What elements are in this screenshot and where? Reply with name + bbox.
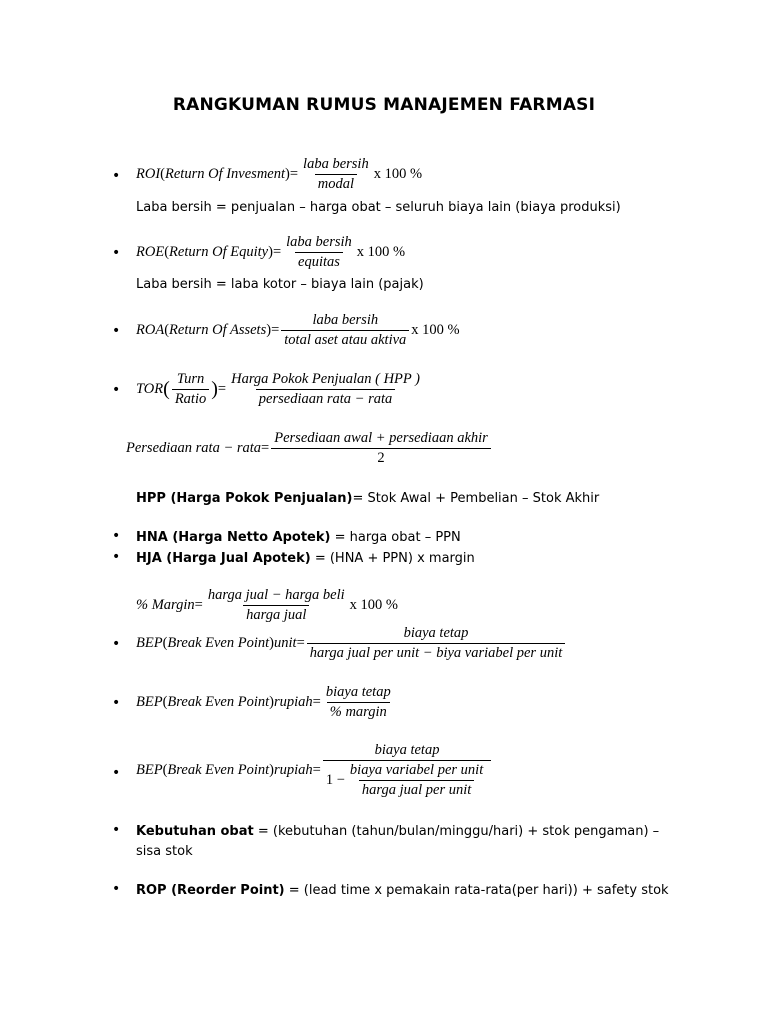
roa-numerator: laba bersih [312,312,379,328]
bullet: • [112,822,121,838]
tor-left-paren: ( [163,378,170,400]
roa-equals: = [271,322,280,338]
bep-unit-numerator: biaya tetap [403,625,469,641]
bep-rp1-left-paren: ( [162,694,168,710]
bullet: • [112,765,121,781]
margin-multiplier: x 100 % [349,597,398,613]
bullet: • [112,636,121,652]
roa-denominator: total aset atau aktiva [281,330,409,349]
rop-line [136,883,669,898]
bep-unit-equals: = [296,635,305,651]
hpp-text: = Stok Awal + Pembelian – Stok Akhir [352,491,600,506]
roe-lhs: ROE [136,244,165,260]
hpp-label: HPP (Harga Pokok Penjualan) [136,491,353,506]
kebutuhan-label: Kebutuhan obat [136,824,254,839]
bullet: • [112,695,121,711]
hna-line [136,530,461,545]
persediaan-denominator: 2 [271,448,491,467]
roi-note: Laba bersih = penjualan – harga obat – seluruh biaya lain (biaya produksi) [136,200,621,215]
bep-rp2-fraction [323,742,491,799]
tor-denominator: persediaan rata − rata [256,389,395,408]
roi-denominator: modal [315,174,357,193]
bep-rp1-lhs: BEP [136,694,163,710]
tor-numerator: Harga Pokok Penjualan ( HPP ) [231,371,420,387]
bep-rp2-inner-numerator: biaya variabel per unit [349,762,484,778]
roa-fraction [281,312,409,349]
kebutuhan-line-2: sisa stok [136,844,193,859]
bep-rp2-suffix: rupiah [274,762,313,778]
margin-denominator: harga jual [243,605,309,624]
margin-equals: = [194,597,203,613]
roi-right-paren: ) [285,166,290,182]
bep-rp1-lhs-paren: Break Even Point [167,694,270,710]
bullet: • [112,245,121,261]
persediaan-fraction [271,430,491,467]
tor-fraction [228,371,423,408]
bullet: • [112,168,121,184]
roa-formula [136,312,460,349]
persediaan-numerator: Persediaan awal + persediaan akhir [274,430,488,446]
bep-unit-right-paren: ) [269,635,274,651]
tor-paren-numerator: Turn [176,371,205,387]
page-title: RANGKUMAN RUMUS MANAJEMEN FARMASI [172,95,596,115]
roe-equals: = [272,244,282,260]
bep-unit-lhs-paren: Break Even Point [167,635,270,651]
roa-multiplier: x 100 % [411,322,460,338]
bep-unit-fraction [307,625,566,662]
bep-rp2-equals: = [312,762,321,778]
bullet: • [112,323,121,339]
bep-unit-formula [136,625,567,662]
bep-unit-suffix: unit [274,635,297,651]
roi-equals: = [289,166,299,182]
persediaan-formula [126,430,493,467]
persediaan-lhs: Persediaan rata − rata [126,440,262,456]
roa-right-paren: ) [266,322,272,338]
roe-note: Laba bersih = laba kotor – biaya lain (pajak) [136,277,424,292]
tor-right-paren: ) [211,378,218,400]
roe-left-paren: ( [164,244,170,260]
bep-rp1-denominator: % margin [327,702,390,721]
roe-formula [136,234,405,271]
roi-fraction [300,156,372,193]
kebutuhan-text: = (kebutuhan (tahun/bulan/minggu/hari) + stok pengaman) – [253,824,660,839]
bullet: • [112,528,121,544]
hja-text: = (HNA + PPN) x margin [310,551,475,566]
roi-formula [136,156,422,193]
rop-label: ROP (Reorder Point) [136,883,285,898]
bullet: • [112,382,121,398]
margin-lhs: % Margin [136,597,195,613]
roe-numerator: laba bersih [286,234,352,250]
bep-rp1-equals: = [312,694,321,710]
bep-rp2-left-paren: ( [162,762,168,778]
tor-lhs: TOR [136,381,164,397]
margin-fraction [205,587,348,624]
tor-paren-denominator: Ratio [172,389,209,408]
roi-lhs-paren: Return Of Invesment [165,166,286,182]
bullet: • [112,549,121,565]
bep-rp2-lhs: BEP [136,762,163,778]
hja-line [136,551,475,566]
roi-left-paren: ( [160,166,166,182]
bep-rp1-right-paren: ) [269,694,274,710]
roe-multiplier: x 100 % [356,244,406,260]
roi-lhs: ROI [136,166,161,182]
bep-rp2-numerator: biaya tetap [374,742,440,758]
hna-label: HNA (Harga Netto Apotek) [136,530,331,545]
roi-numerator: laba bersih [303,156,369,172]
bep-rupiah-variable-formula [136,742,493,799]
kebutuhan-line [136,824,659,839]
persediaan-equals: = [261,440,270,456]
hna-text: = harga obat – PPN [330,530,461,545]
bep-rp2-inner-fraction [347,762,486,799]
roa-lhs: ROA [136,322,165,338]
hja-label: HJA (Harga Jual Apotek) [136,551,311,566]
bep-unit-lhs: BEP [136,635,163,651]
bep-rp1-numerator: biaya tetap [325,684,391,700]
tor-equals: = [217,381,227,397]
roi-multiplier: x 100 % [373,166,423,182]
roe-denominator: equitas [295,252,343,271]
roa-left-paren: ( [164,322,170,338]
bep-rp1-fraction [323,684,394,721]
bep-rp2-one-minus: 1 − [325,772,345,788]
bep-rp2-right-paren: ) [269,762,274,778]
margin-formula [136,587,398,624]
bep-rp2-denominator [323,760,491,799]
roe-lhs-paren: Return Of Equity [169,244,269,260]
bullet: • [112,881,121,897]
tor-formula [136,371,425,408]
bep-rupiah-margin-formula [136,684,396,721]
bep-rp2-lhs-paren: Break Even Point [167,762,270,778]
bep-rp1-suffix: rupiah [274,694,313,710]
roe-fraction [283,234,355,271]
roa-lhs-paren: Return Of Assets [169,322,267,338]
bep-rp2-inner-denominator: harga jual per unit [359,780,474,799]
bep-unit-denominator: harga jual per unit − biya variabel per unit [307,643,566,662]
rop-text: = (lead time x pemakain rata-rata(per hari)) + safety stok [284,883,669,898]
roe-right-paren: ) [268,244,273,260]
tor-paren-fraction [172,371,209,408]
bep-unit-left-paren: ( [162,635,168,651]
margin-numerator: harga jual − harga beli [207,587,345,603]
hpp-line [136,491,599,506]
